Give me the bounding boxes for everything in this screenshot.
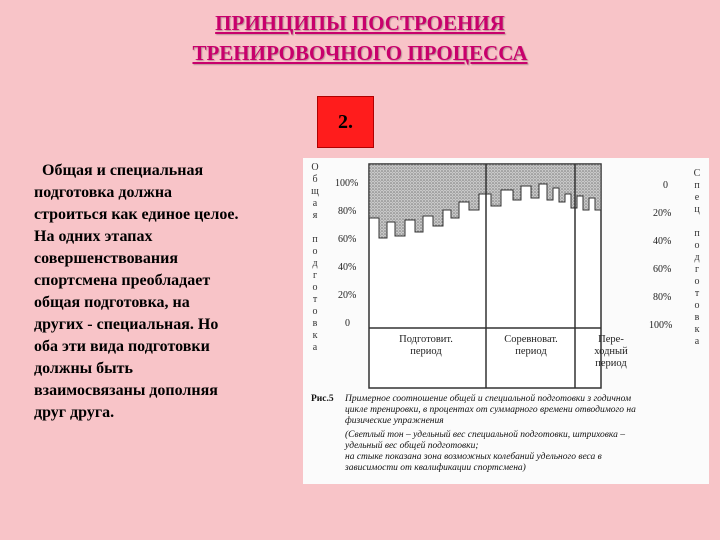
letter: е xyxy=(694,192,700,203)
body-line: общая подготовка, на xyxy=(34,294,190,311)
title-line-1: ПРИНЦИПЫ ПОСТРОЕНИЯ xyxy=(215,11,505,35)
body-line: других - специальная. Но xyxy=(34,316,219,333)
special-prep-vertical-label xyxy=(691,168,703,348)
letter: к xyxy=(312,330,318,341)
left-scale-label: 40% xyxy=(338,262,357,273)
slide-title xyxy=(0,8,720,68)
letter: б xyxy=(312,174,318,185)
right-scale-label: 80% xyxy=(653,292,672,303)
letter: д xyxy=(312,258,318,269)
letter: п xyxy=(312,234,318,245)
letter: о xyxy=(694,276,700,287)
letter-gap xyxy=(309,222,321,234)
caption-line: Примерное соотношение общей и специальной подготовки з годичном xyxy=(345,394,632,404)
left-scale-label: 80% xyxy=(338,206,357,217)
scanned-figure xyxy=(303,158,709,484)
letter: о xyxy=(312,282,318,293)
slide-number-badge: 2. xyxy=(317,96,374,148)
letter-gap xyxy=(691,216,703,228)
period-label-transitional: Пере- ходный период xyxy=(594,334,628,369)
body-line: Общая и специальная xyxy=(42,162,204,179)
period-label-preparatory: Подготовит. период xyxy=(399,334,453,357)
general-prep-vertical-label xyxy=(309,162,321,354)
letter: а xyxy=(312,342,318,353)
caption-line: на стыке показана зона возможных колебаний удельного веса в xyxy=(345,452,602,462)
caption-lead: Рис.5 xyxy=(311,394,334,404)
letter: о xyxy=(694,300,700,311)
left-scale-label: 20% xyxy=(338,290,357,301)
body-line: взаимосвязаны дополняя xyxy=(34,382,218,399)
caption-line: физические упражнения xyxy=(345,416,444,426)
letter: д xyxy=(694,252,700,263)
letter: а xyxy=(312,198,318,209)
letter: т xyxy=(694,288,700,299)
body-line: совершенствования xyxy=(34,250,178,267)
period-label-competitive: Соревноват. период xyxy=(504,334,558,357)
letter: в xyxy=(312,318,318,329)
letter: я xyxy=(312,210,318,221)
letter: к xyxy=(694,324,700,335)
caption-line: (Светлый тон – удельный вес специальной подготовки, штриховка – xyxy=(345,430,626,440)
right-scale-label: 0 xyxy=(663,180,668,191)
caption-line: удельный вес общей подготовки; xyxy=(345,441,479,451)
body-line: На одних этапах xyxy=(34,228,153,245)
body-line: друг друга. xyxy=(34,404,115,421)
body-line: спортсмена преобладает xyxy=(34,272,211,289)
letter: г xyxy=(312,270,318,281)
caption-line: зависимости от квалификации спортсмена) xyxy=(345,463,526,473)
letter: г xyxy=(694,264,700,275)
letter: о xyxy=(312,306,318,317)
letter: С xyxy=(693,168,701,179)
title-line-2: ТРЕНИРОВОЧНОГО ПРОЦЕССА xyxy=(192,41,528,65)
caption-line: цикле тренировки, в процентах от суммарного времени отводимого на xyxy=(345,405,636,415)
body-line: должны быть xyxy=(34,360,133,377)
letter: О xyxy=(311,162,319,173)
right-scale-label: 60% xyxy=(653,264,672,275)
letter: о xyxy=(312,246,318,257)
right-scale-label: 100% xyxy=(649,320,673,331)
letter: а xyxy=(694,336,700,347)
letter: щ xyxy=(311,186,319,197)
letter: о xyxy=(694,240,700,251)
body-paragraph xyxy=(34,160,296,424)
left-scale-label: 100% xyxy=(335,178,359,189)
body-line: оба эти вида подготовки xyxy=(34,338,210,355)
right-scale-label: 20% xyxy=(653,208,672,219)
body-line: подготовка должна xyxy=(34,184,173,201)
body-line: строиться как единое целое. xyxy=(34,206,239,223)
letter: т xyxy=(312,294,318,305)
letter: ц xyxy=(694,204,700,215)
left-scale-label: 60% xyxy=(338,234,357,245)
letter: в xyxy=(694,312,700,323)
right-scale-label: 40% xyxy=(653,236,672,247)
letter: п xyxy=(694,180,700,191)
letter: п xyxy=(694,228,700,239)
left-scale-label: 0 xyxy=(345,318,350,329)
